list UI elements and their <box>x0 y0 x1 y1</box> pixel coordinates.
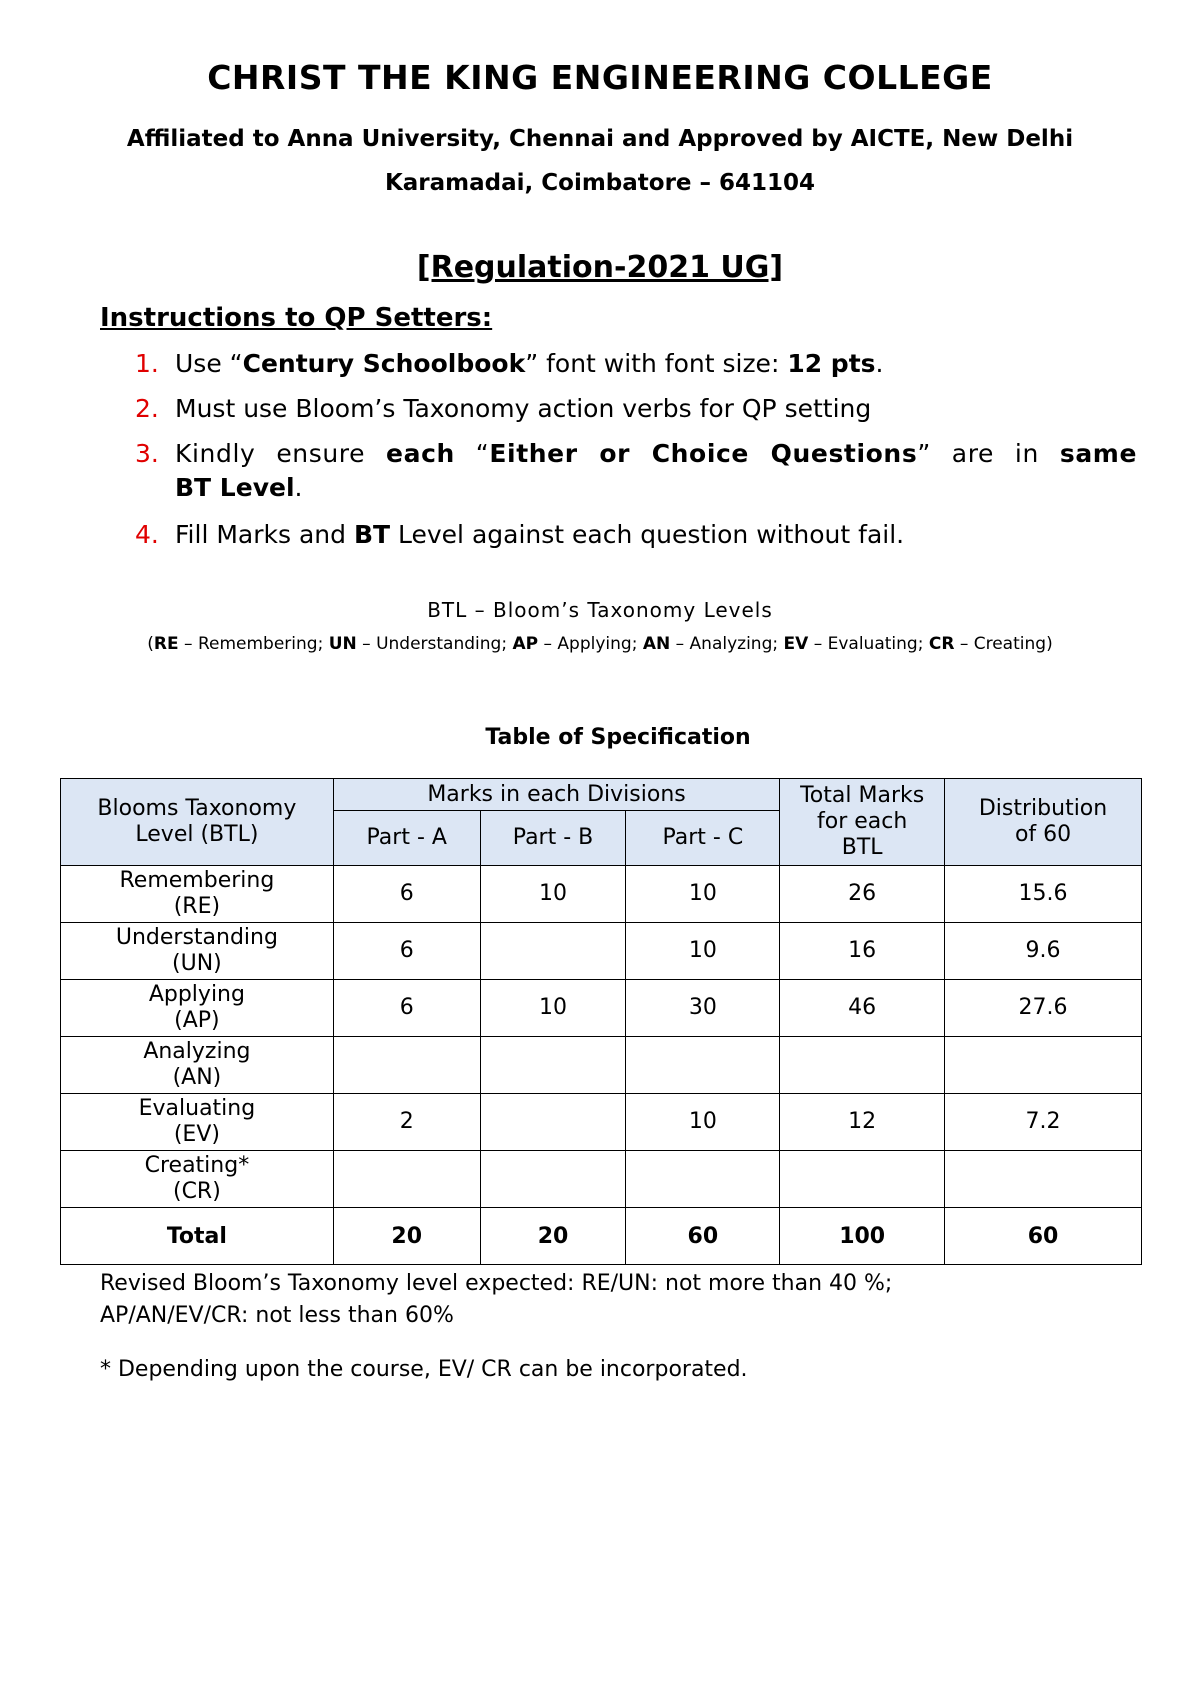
level-cell: Applying (AP) <box>61 980 334 1037</box>
part-b-cell <box>480 923 626 980</box>
part-c-cell <box>626 1037 780 1094</box>
total-cell: 46 <box>780 980 945 1037</box>
level-cell: Remembering (RE) <box>61 866 334 923</box>
specification-table <box>60 778 1142 1265</box>
btl-title: BTL – Bloom’s Taxonomy Levels <box>427 598 773 622</box>
instruction-number: 4. <box>135 520 159 549</box>
instruction-text: Use “Century Schoolbook” font with font size: 12 pts. <box>175 349 884 378</box>
part-b-cell <box>480 1094 626 1151</box>
part-a-cell <box>333 1037 480 1094</box>
total-label-cell: Total <box>61 1208 334 1265</box>
level-cell: Creating* (CR) <box>61 1151 334 1208</box>
table-title: Table of Specification <box>485 725 751 750</box>
instruction-item-3 <box>135 437 1137 502</box>
part-c-cell <box>626 1151 780 1208</box>
address: Karamadai, Coimbatore – 641104 <box>384 170 816 196</box>
grand-total-cell: 100 <box>780 1208 945 1265</box>
level-cell: Analyzing (AN) <box>61 1037 334 1094</box>
instruction-text: Kindly ensure each “Either or Choice Questions” are in same BT Level. <box>175 439 1137 502</box>
part-c-cell: 10 <box>626 923 780 980</box>
part-a-cell: 6 <box>333 923 480 980</box>
distribution-cell: 7.2 <box>945 1094 1142 1151</box>
distribution-cell: 15.6 <box>945 866 1142 923</box>
header-part-b: Part - B <box>480 811 626 866</box>
header-btl: Blooms Taxonomy Level (BTL) <box>61 779 334 866</box>
college-name: CHRIST THE KING ENGINEERING COLLEGE <box>207 58 993 97</box>
header-total-marks: Total Marks for each BTL <box>780 779 945 866</box>
part-c-cell: 10 <box>626 866 780 923</box>
part-b-cell: 10 <box>480 980 626 1037</box>
instruction-item-2 <box>135 392 1135 426</box>
total-cell <box>780 1151 945 1208</box>
btl-legend: (RE – Remembering; UN – Understanding; AP – Applying; AN – Analyzing; EV – Evaluating; CR – Creating) <box>147 634 1053 654</box>
part-b-cell <box>480 1151 626 1208</box>
regulation-title: [Regulation-2021 UG] <box>416 250 784 285</box>
part-b-cell: 10 <box>480 866 626 923</box>
revised-note: Revised Bloom’s Taxonomy level expected: RE/UN: not more than 40 %; AP/AN/EV/CR: not less than 60% <box>100 1271 893 1328</box>
part-a-cell: 6 <box>333 866 480 923</box>
header-part-c: Part - C <box>626 811 780 866</box>
level-cell: Evaluating (EV) <box>61 1094 334 1151</box>
total-part-a-cell: 20 <box>333 1208 480 1265</box>
distribution-cell: 27.6 <box>945 980 1142 1037</box>
part-c-cell: 10 <box>626 1094 780 1151</box>
table-row <box>61 1094 1142 1151</box>
instruction-text: Fill Marks and BT Level against each question without fail. <box>175 520 905 549</box>
instruction-text: Must use Bloom’s Taxonomy action verbs for QP setting <box>175 394 872 423</box>
total-cell <box>780 1037 945 1094</box>
total-part-b-cell: 20 <box>480 1208 626 1265</box>
instructions-heading: Instructions to QP Setters: <box>100 303 493 333</box>
total-cell: 26 <box>780 866 945 923</box>
instruction-number: 1. <box>135 349 159 378</box>
distribution-cell: 9.6 <box>945 923 1142 980</box>
total-row <box>61 1208 1142 1265</box>
distribution-cell <box>945 1151 1142 1208</box>
table-row <box>61 1151 1142 1208</box>
table-row <box>61 1037 1142 1094</box>
part-a-cell <box>333 1151 480 1208</box>
total-part-c-cell: 60 <box>626 1208 780 1265</box>
part-b-cell <box>480 1037 626 1094</box>
table-row <box>61 866 1142 923</box>
part-c-cell: 30 <box>626 980 780 1037</box>
header-distribution: Distribution of 60 <box>945 779 1142 866</box>
instruction-number: 2. <box>135 394 159 423</box>
header-marks-divisions: Marks in each Divisions <box>333 779 779 811</box>
table-row <box>61 923 1142 980</box>
level-cell: Understanding (UN) <box>61 923 334 980</box>
total-cell: 16 <box>780 923 945 980</box>
affiliation: Affiliated to Anna University, Chennai and Approved by AICTE, New Delhi <box>126 126 1074 152</box>
instruction-item-4 <box>135 518 1135 552</box>
header-part-a: Part - A <box>333 811 480 866</box>
part-a-cell: 6 <box>333 980 480 1037</box>
total-distribution-cell: 60 <box>945 1208 1142 1265</box>
table-header-row <box>61 779 1142 811</box>
instruction-item-1 <box>135 347 1135 381</box>
instruction-number: 3. <box>135 439 159 468</box>
distribution-cell <box>945 1037 1142 1094</box>
table-row <box>61 980 1142 1037</box>
footnote: * Depending upon the course, EV/ CR can be incorporated. <box>100 1357 748 1382</box>
part-a-cell: 2 <box>333 1094 480 1151</box>
total-cell: 12 <box>780 1094 945 1151</box>
